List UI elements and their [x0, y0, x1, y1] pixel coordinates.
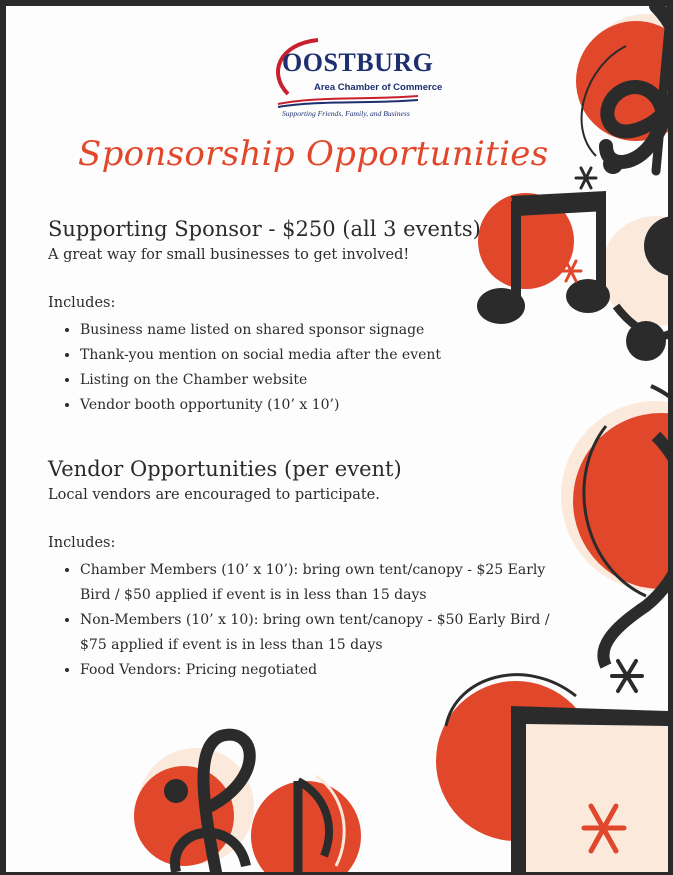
- logo-tagline: Supporting Friends, Family, and Business: [282, 109, 410, 118]
- list-item: • Vendor booth opportunity (10’ x 10’): [80, 393, 488, 418]
- asterisk-icon-top: [576, 168, 596, 188]
- supporting-sponsor-section: [48, 214, 488, 418]
- section-heading: Supporting Sponsor - $250 (all 3 events): [48, 217, 481, 241]
- section-description: Local vendors are encouraged to participate.: [48, 487, 380, 503]
- beamed-notes-icon: [477, 191, 668, 361]
- includes-label: Includes:: [48, 535, 116, 551]
- page-title: Sponsorship Opportunities: [78, 134, 549, 174]
- vendor-pricing-list: [48, 558, 550, 683]
- list-item: • Listing on the Chamber website: [80, 368, 488, 393]
- asterisk-icon-middle: [612, 661, 642, 691]
- logo-name: OOSTBURG: [282, 48, 434, 77]
- treble-clef-bottom-icon: [134, 735, 361, 872]
- list-item: • Thank-you mention on social media after the event: [80, 343, 488, 368]
- list-item: • Business name listed on shared sponsor signage: [80, 318, 488, 343]
- treble-clef-top-right-icon: [576, 6, 668, 174]
- list-item: • Chamber Members (10’ x 10’): bring own tent/canopy - $25 Early Bird / $50 applied if event is in less than 15 days: [80, 558, 550, 608]
- section-description: A great way for small businesses to get involved!: [48, 247, 410, 263]
- flyer-page: [6, 6, 668, 872]
- section-heading: Vendor Opportunities (per event): [48, 457, 402, 481]
- circle-swirl-icon: [561, 386, 668, 666]
- content: [48, 214, 550, 683]
- note-frame-bottom-right-icon: [436, 675, 668, 872]
- includes-label: Includes:: [48, 295, 116, 311]
- list-item: • Non-Members (10’ x 10): bring own tent/canopy - $50 Early Bird / $75 applied if event is in less than 15 days: [80, 608, 550, 658]
- vendor-opportunities-section: [48, 454, 550, 683]
- logo-subtitle: Area Chamber of Commerce: [314, 82, 443, 93]
- chamber-logo: [268, 34, 443, 126]
- sponsor-benefits-list: [48, 318, 488, 418]
- list-item: • Food Vendors: Pricing negotiated: [80, 658, 550, 683]
